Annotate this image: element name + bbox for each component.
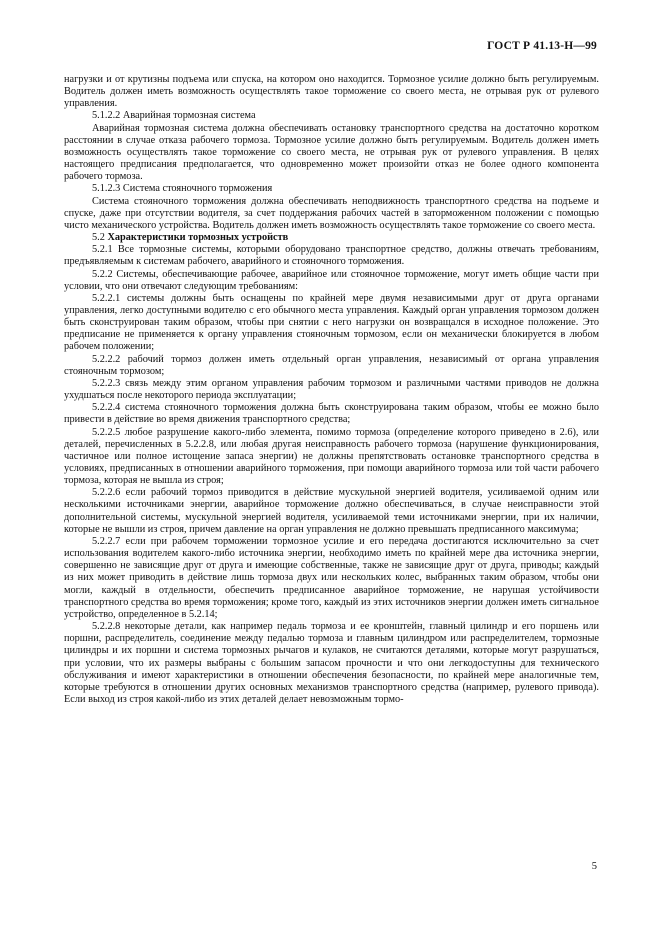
paragraph: 5.2.2.8 некоторые детали, как например педаль тормоза и ее кронштейн, главный цилиндр и его поршень или поршни, распределитель, соединение между педалью тормоза и главным цилиндром или распределителем, тормозные цилиндры и их поршни и система тормозных рычагов и кулаков, не считаются деталями, которые могут разрушаться, при условии, что их размеры выбраны с большим запасом прочности и что они легкодоступны для технического обслуживания и имеют характеристики в отношении обеспечения безопасности, по крайней мере аналогичные тем, которые требуются в отношении других основных механизмов транспортного средства (например, рулевого привода). Если выход из строя какой-либо из этих деталей делает невозможным тормо-: [64, 621, 599, 705]
section-heading: [64, 232, 599, 244]
section-title: Характеристики тормозных устройств: [107, 232, 289, 244]
document-code-header: ГОСТ Р 41.13-Н—99: [487, 40, 597, 52]
paragraph: 5.2.2.4 система стояночного торможения должна быть сконструирована таким образом, чтобы ее можно было привести в действие во время движения транспортного средства;: [64, 402, 599, 426]
subsection-heading: 5.1.2.2 Аварийная тормозная система: [92, 110, 256, 122]
paragraph: 5.2.2.5 любое разрушение какого-либо элемента, помимо тормоза (определение которого приведено в 2.6), или деталей, перечисленных в 5.2.2.8, или любая другая неисправность рабочего тормоза (нарушение функционирования, частичное или полное истощение запаса энергии) не должны препятствовать остановке транспортного средства в условиях, предписанных в отношении аварийного торможения, при помощи аварийного тормоза или той части рабочего тормоза, которая не вышла из строя;: [64, 426, 599, 487]
paragraph: 5.2.2.6 если рабочий тормоз приводится в действие мускульной энергией водителя, усиливаемой одним или несколькими источниками энергии, аварийное торможение должно обеспечиваться, в случае неисправности этой дополнительной системы, мускульной энергией водителя, усиливаемой теми источниками энергии, при их наличии, которые не вышли из строя, причем давление на орган управления не должно превышать предписанного максимума;: [64, 487, 599, 535]
document-body: [64, 74, 599, 706]
paragraph: Аварийная тормозная система должна обеспечивать остановку транспортного средства на достаточно коротком расстоянии в случае отказа рабочего тормоза. Тормозное усилие должно быть регулируемым. Водитель должен иметь возможность осуществлять такое торможение со своего места, не отрывая рук от рулевого управления. В целях настоящего предписания предполагается, что одновременно может произойти отказ не более одного компонента рабочего тормоза.: [64, 122, 599, 183]
paragraph: 5.2.1 Все тормозные системы, которыми оборудовано транспортное средство, должны отвечать требованиям, предъявляемым к системам рабочего, аварийного и стояночного торможения.: [64, 244, 599, 268]
paragraph-continuation: нагрузки и от крутизны подъема или спуска, на котором оно находится. Тормозное усилие должно быть регулируемым. Водитель должен иметь возможность осуществлять такое торможение со своего места, не отрывая рук от рулевого управления.: [64, 74, 599, 110]
paragraph: 5.2.2.7 если при рабочем торможении тормозное усилие и его передача достигаются исключительно за счет использования водителем какого-либо источника энергии, необходимо иметь по крайней мере два источника энергии, совершенно не зависящие друг от друга и имеющие собственные, также не зависящие друг от друга, приводы; каждый из них может приводить в действие лишь тормоза двух или нескольких колес, выбранных таким образом, чтобы они могли, каждый в отдельности, обеспечить предписанное аварийное торможение, не нарушая устойчивости транспортного средства во время торможения; кроме того, каждый из этих источников энергии должен иметь сигнальное устройство, определенное в 5.2.14;: [64, 535, 599, 620]
paragraph: 5.2.2.1 системы должны быть оснащены по крайней мере двумя независимыми друг от друга органами управления, легко доступными водителю с его обычного места управления. Каждый орган управления тормозом должен быть сконструирован таким образом, чтобы при снятии с него нагрузки он возвращался в исходное положение. Это предписание не применяется к органу управления стояночным тормозом, если он механически блокируется в любом рабочем положении;: [64, 292, 599, 353]
paragraph: 5.2.2.3 связь между этим органом управления рабочим тормозом и различными частями приводов не должна ухудшаться после некоторого периода эксплуатации;: [64, 377, 599, 402]
paragraph: 5.2.2.2 рабочий тормоз должен иметь отдельный орган управления, независимый от органа управления стояночным тормозом;: [64, 353, 599, 377]
subsection-heading: 5.1.2.3 Система стояночного торможения: [92, 183, 273, 195]
page-number: 5: [591, 861, 597, 872]
paragraph: Система стояночного торможения должна обеспечивать неподвижность транспортного средства на подъеме и спуске, даже при отсутствии водителя, за счет поддержания рабочих частей в заторможенном положении с помощью чисто механического устройства. Водитель должен иметь возможность осуществлять такое торможение со своего места.: [64, 195, 599, 231]
paragraph: 5.2.2 Системы, обеспечивающие рабочее, аварийное или стояночное торможение, могут иметь общие части при условии, что они отвечают следующим требованиям:: [64, 268, 599, 292]
section-number: 5.2: [92, 232, 105, 244]
